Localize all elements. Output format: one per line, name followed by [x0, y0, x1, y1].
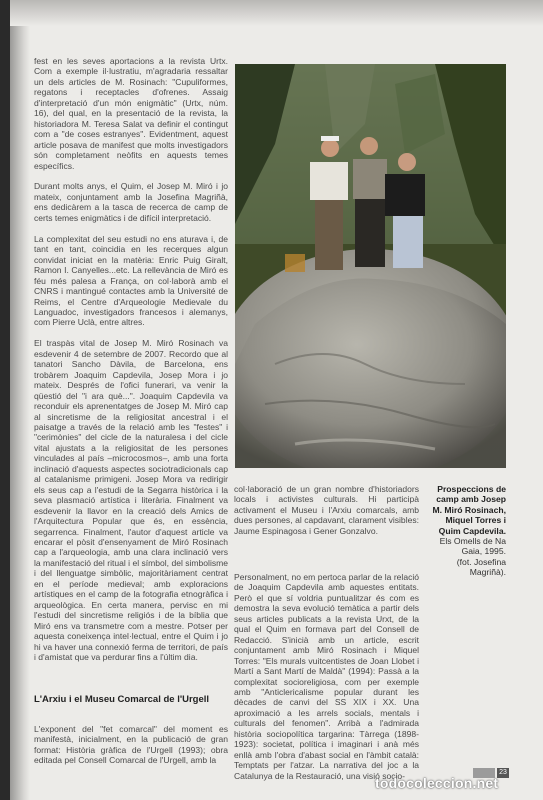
- photo-field-survey: [235, 64, 506, 468]
- section-heading: L'Arxiu i el Museu Comarcal de l'Urgell: [34, 694, 210, 705]
- page-binding-shadow: [10, 0, 30, 800]
- paragraph: El traspàs vital de Josep M. Miró Rosinach va esdevenir 4 de setembre de 2007. Recordo que al tanatori Sancho Dàvila, de Barcelona, ens trobàrem Joaquim Capdevila, Josep Mora i jo mateix. Després de l'ofici funerari, va venir la qüestió del "i ara què...". Joaquim Capdevila va reconduir els aprenentatges de Josep M. Miró cap al sincretisme de la religiositat ancestral i el paisatge a través de la relació amb les "festes" i "cerimònies" del cicle de la naturalesa i del cicle vital ajustats a la religiositat de les persones vinculades al país –microcosmos–, amb una forta inclinació d'aquests aspectes sociotradicionals cap al catalanisme primigeni. Josep Mora va redirigir els seus cap a l'estudi de la Segarra històrica i la seva plasmació artística i literària. Finalment va esdevenir la llavor en la creació dels Amics de l'Arquitectura Popular que és, en essència, segarrenca. Finalment, l'autor d'aquest article va encarar el pòsit d'ensenyament de Miró Rosinach cap a l'arqueologia, amb una clara inclinació vers la manifestació del ritual i el símbol, del simbolisme i del llenguatge simbòlic, majoritàriament centrat en el període medieval; amb exploracions artístiques en el camp de la fotografia etnogràfica i arqueològica. En certa manera, pervisc en mi l'estudi del sincretisme religiós i de la bíblia que Miró ens va transmetre com a mestre. Potser per aquesta coneixença intel·lectual, entre el Quim i jo hi va haver una connexió ferma de territori, de país i d'amistat que va perdurar fins a l'últim dia.: [34, 338, 228, 662]
- column-left-bottom-text: [34, 724, 228, 776]
- caption-credit: (fot. Josefina Magriñà).: [456, 556, 506, 578]
- caption-title: Prospeccions de camp amb Josep M. Miró Rosinach, Miquel Torres i Quim Capdevila.: [432, 484, 506, 536]
- paragraph: Personalment, no em pertoca parlar de la relació de Joaquim Capdevila amb aquestes entitats. Però el que sí voldria puntualitzar és com es demostra la seva evolució temàtica a partir dels seus articles publicats a la revista Urxt, de la qual el Quim en formava part del Consell de Redacció. S'inicià amb un article, escrit conjuntament amb Miró Rosinach i Miquel Torres: "Els murals vuitcentistes de Joan Llobet i Martí a Sant Martí de Maldà" (1994): Passà a la complexitat socioreligiosa, com per exemple amb "Anticlericalisme popular durant les dècades de canvi del SS XIX i XX. Una aproximació a les arrels socials, mentals i culturals del fenomen". Arribà a l'admirada història sociopolítica targarina: Tàrrega (1898-1923): societat, política i imaginari i anà més enllà amb l'obra d'abast social en l'àmbit català: Temptats per l'atzar. La narrativa del joc a la Catalunya de la Restauració, una visió socio-: [234, 572, 419, 781]
- photo-image: [235, 64, 506, 468]
- book-page: [10, 0, 543, 800]
- paragraph: Durant molts anys, el Quim, el Josep M. Miró i jo mateix, conjuntament amb la Josefina Magriñà, ens dedicàrem a la tasca de recerca de camp de certs temes enigmàtics i de difícil interpretació.: [34, 181, 228, 223]
- watermark: todocoleccion.net: [375, 775, 499, 791]
- paragraph: La complexitat del seu estudi no ens aturava i, de tant en tant, coincidia en les recerques algun convidat iniciat en la matèria: Enric Puig Giralt, Ramon I. Canyelles...etc. La rellevància de Miró es féu més palesa a França, on col·laborà amb el CNRS i mantingué contactes amb la Université de Reims, el Centre d'Arqueologie Medievale du Languadoc, investigadors francesos i alemanys, com Pierre Uclà, entre altres.: [34, 233, 228, 328]
- page-number: 23: [497, 768, 509, 778]
- column-right-top-text: [234, 484, 419, 547]
- paragraph: L'exponent del "fet comarcal" del moment es manifestà, inicialment, en la publicació de gran format: Història gràfica de l'Urgell (1993); obra editada pel Consell Comarcal de l'Urgell, amb la: [34, 724, 228, 766]
- caption-location: Els Omells de Na Gaia, 1995.: [439, 536, 506, 557]
- photo-caption: [430, 484, 506, 578]
- paragraph: fest en les seves aportacions a la revista Urtx. Com a exemple il·lustratiu, m'agradaria ressaltar un dels articles de M. Rosinach: "Cupuliformes, regatons i receptacles d'ofrenes. Assaig d'interpretació d'un món enigmàtic" (Urtx, núm. 16), del qual, en la presentació de la revista, la historiadora M. Teresa Salat va definir el contingut com a "de coses estranyes". Evidentment, aquest article posava de manifest que molts investigadors són completament neòfits en aquests temes específics.: [34, 56, 228, 171]
- top-shadow: [10, 0, 543, 26]
- paragraph: col·laboració de un gran nombre d'historiadors locals i activistes culturals. Hi participà activament el Museu i l'Arxiu comarcals, amb dues persones, al capdavant, clarament visibles: Jaume Espinagosa i Gener Gonzalvo.: [234, 484, 419, 536]
- column-right-text: [234, 572, 419, 792]
- column-left-text: [34, 56, 228, 673]
